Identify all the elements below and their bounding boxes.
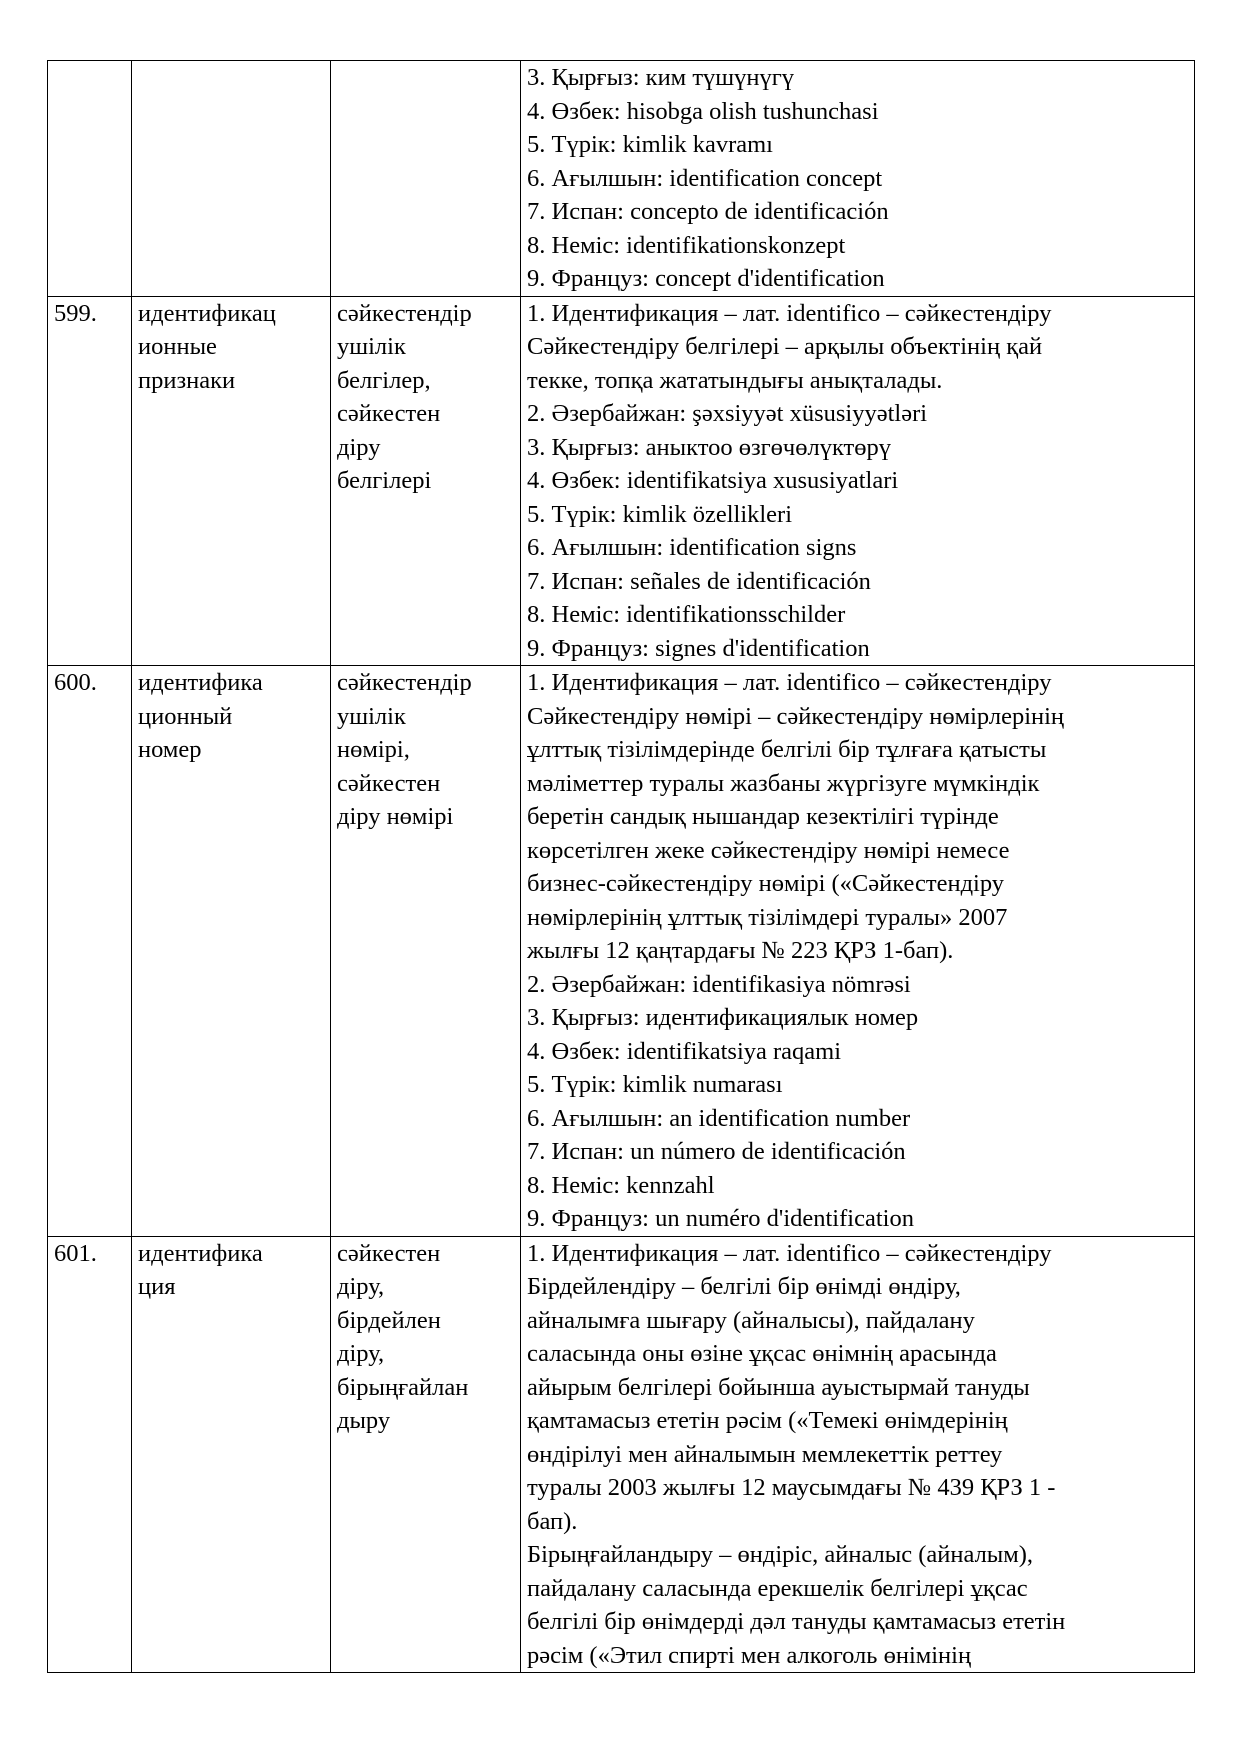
- definition-line: 9. Француз: un numéro d'identification: [527, 1205, 914, 1232]
- definition-line: 2. Әзербайжан: identifikasiya nömrəsi: [527, 970, 911, 998]
- definition-line: текке, топқа жататындығы анықталады.: [527, 366, 943, 394]
- definition-line: Бірдейлендіру – белгілі бір өнімді өндіру,: [527, 1273, 961, 1300]
- kazakh-term-line: бірдейлен: [337, 1306, 441, 1334]
- kazakh-term-line: белгілері: [337, 467, 432, 494]
- russian-term-line: ция: [138, 1273, 176, 1300]
- definition-line: нөмірлерінің ұлттық тізілімдері туралы» 2007: [527, 903, 1008, 931]
- definition-line: мәліметтер туралы жазбаны жүргізуге мүмкіндік: [527, 769, 1040, 797]
- kazakh-term-line: бірыңғайлан: [337, 1373, 469, 1401]
- russian-term-cell: [132, 61, 331, 297]
- definition-line: 3. Қырғыз: ким түшүнүгү: [527, 64, 795, 91]
- definition-line: 4. Өзбек: identifikatsiya raqami: [527, 1037, 842, 1065]
- russian-term-cell: [132, 1236, 331, 1673]
- definition-line: белгілі бір өнімдерді дәл тануды қамтамасыз ететін: [527, 1608, 1066, 1635]
- russian-term-line: идентифика: [138, 1239, 263, 1267]
- definition-line: саласында оны өзіне ұқсас өнімнің арасында: [527, 1340, 997, 1367]
- definition-line: жылғы 12 қаңтардағы № 223 ҚРЗ 1-бап).: [527, 937, 954, 964]
- definition-line: 6. Ағылшын: identification concept: [527, 164, 883, 192]
- table-row: [48, 666, 1195, 1237]
- entry-number-cell: [48, 1236, 132, 1673]
- definition-cell: [521, 666, 1195, 1237]
- table-row: [48, 1236, 1195, 1673]
- definition-line: пайдалану саласында ерекшелік белгілері ұқсас: [527, 1574, 1028, 1602]
- definition-line: 1. Идентификация – лат. identifico – сәйкестендіру: [527, 299, 1052, 327]
- kazakh-term-line: сәйкестендір: [337, 669, 472, 696]
- russian-term-line: идентифика: [138, 669, 263, 696]
- russian-term-line: идентификац: [138, 299, 276, 327]
- kazakh-term-line: сәйкестен: [337, 1239, 441, 1267]
- definition-line: 5. Түрік: kimlik kavramı: [527, 131, 773, 158]
- kazakh-term-cell: [331, 666, 521, 1237]
- definition-line: 8. Неміс: identifikationskonzept: [527, 231, 846, 259]
- kazakh-term-line: сәйкестен: [337, 400, 441, 427]
- definition-cell: [521, 296, 1195, 666]
- kazakh-term-line: сәйкестендір: [337, 299, 472, 327]
- definition-line: көрсетілген жеке сәйкестендіру нөмірі немесе: [527, 836, 1010, 864]
- definition-line: 4. Өзбек: hisobga olish tushunchasi: [527, 97, 879, 125]
- entry-number: 599.: [54, 299, 97, 327]
- definition-line: 7. Испан: señales de identificación: [527, 567, 871, 595]
- definition-line: Сәйкестендіру белгілері – арқылы объектінің қай: [527, 333, 1043, 360]
- definition-line: 7. Испан: un número de identificación: [527, 1138, 906, 1165]
- definition-line: қамтамасыз ететін рәсім («Темекі өнімдерінің: [527, 1407, 1008, 1434]
- definition-cell: [521, 61, 1195, 297]
- definition-line: туралы 2003 жылғы 12 маусымдағы № 439 ҚРЗ 1 -: [527, 1474, 1056, 1501]
- definition-line: 2. Әзербайжан: şəxsiyyət xüsusiyyətləri: [527, 400, 928, 427]
- definition-line: 4. Өзбек: identifikatsiya xususiyatlari: [527, 467, 899, 494]
- definition-cell: [521, 1236, 1195, 1673]
- kazakh-term-line: ушілік: [337, 702, 406, 730]
- definition-line: 6. Ағылшын: an identification number: [527, 1104, 911, 1132]
- definition-line: 8. Неміс: kennzahl: [527, 1171, 715, 1199]
- kazakh-term-line: белгілер,: [337, 366, 431, 394]
- definition-line: айналымға шығару (айналысы), пайдалану: [527, 1306, 975, 1334]
- kazakh-term-line: діру нөмірі: [337, 803, 454, 830]
- definition-line: 1. Идентификация – лат. identifico – сәйкестендіру: [527, 669, 1052, 696]
- russian-term-line: номер: [138, 736, 202, 763]
- table-row: [48, 296, 1195, 666]
- definition-line: 9. Француз: concept d'identification: [527, 265, 885, 292]
- kazakh-term-line: дыру: [337, 1407, 391, 1434]
- russian-term-line: ционный: [138, 702, 233, 730]
- kazakh-term-line: діру,: [337, 1340, 385, 1367]
- kazakh-term-line: діру: [337, 433, 381, 461]
- russian-term-cell: [132, 296, 331, 666]
- russian-term-cell: [132, 666, 331, 1237]
- definition-line: бап).: [527, 1507, 578, 1535]
- dictionary-table-body: [48, 61, 1195, 1673]
- definition-line: өндірілуі мен айналымын мемлекеттік реттеу: [527, 1440, 1003, 1468]
- definition-line: рәсім («Этил спирті мен алкоголь өнімінің: [527, 1641, 972, 1669]
- definition-line: 3. Қырғыз: идентификациялык номер: [527, 1004, 919, 1031]
- definition-line: 5. Түрік: kimlik numarası: [527, 1071, 783, 1098]
- entry-number: 601.: [54, 1239, 97, 1267]
- kazakh-term-line: діру,: [337, 1273, 385, 1300]
- table-row: [48, 61, 1195, 297]
- russian-term-line: признаки: [138, 366, 236, 394]
- kazakh-term-line: нөмірі,: [337, 736, 410, 763]
- definition-line: 6. Ағылшын: identification signs: [527, 534, 857, 561]
- entry-number-cell: [48, 666, 132, 1237]
- definition-line: 8. Неміс: identifikationsschilder: [527, 601, 846, 628]
- definition-line: Бірыңғайландыру – өндіріс, айналыс (айналым),: [527, 1541, 1034, 1568]
- kazakh-term-line: сәйкестен: [337, 769, 441, 797]
- definition-line: 9. Француз: signes d'identification: [527, 634, 870, 662]
- entry-number-cell: [48, 61, 132, 297]
- kazakh-term-cell: [331, 61, 521, 297]
- entry-number: 600.: [54, 669, 97, 696]
- definition-line: 5. Түрік: kimlik özellikleri: [527, 500, 793, 528]
- definition-line: беретін сандық нышандар кезектілігі түрінде: [527, 803, 999, 830]
- definition-line: бизнес-сәйкестендіру нөмірі («Сәйкестендіру: [527, 870, 1005, 897]
- definition-line: 1. Идентификация – лат. identifico – сәйкестендіру: [527, 1239, 1052, 1267]
- kazakh-term-line: ушілік: [337, 333, 406, 360]
- entry-number-cell: [48, 296, 132, 666]
- definition-line: ұлттық тізілімдерінде белгілі бір тұлғаға қатысты: [527, 736, 1047, 763]
- kazakh-term-cell: [331, 1236, 521, 1673]
- definition-line: 3. Қырғыз: аныктоо өзгөчөлүктөрү: [527, 433, 892, 461]
- definition-line: 7. Испан: concepto de identificación: [527, 198, 889, 225]
- russian-term-line: ионные: [138, 333, 217, 360]
- kazakh-term-cell: [331, 296, 521, 666]
- dictionary-table: [47, 60, 1195, 1673]
- definition-line: айырым белгілері бойынша ауыстырмай тануды: [527, 1373, 1030, 1401]
- definition-line: Сәйкестендіру нөмірі – сәйкестендіру нөмірлерінің: [527, 702, 1065, 730]
